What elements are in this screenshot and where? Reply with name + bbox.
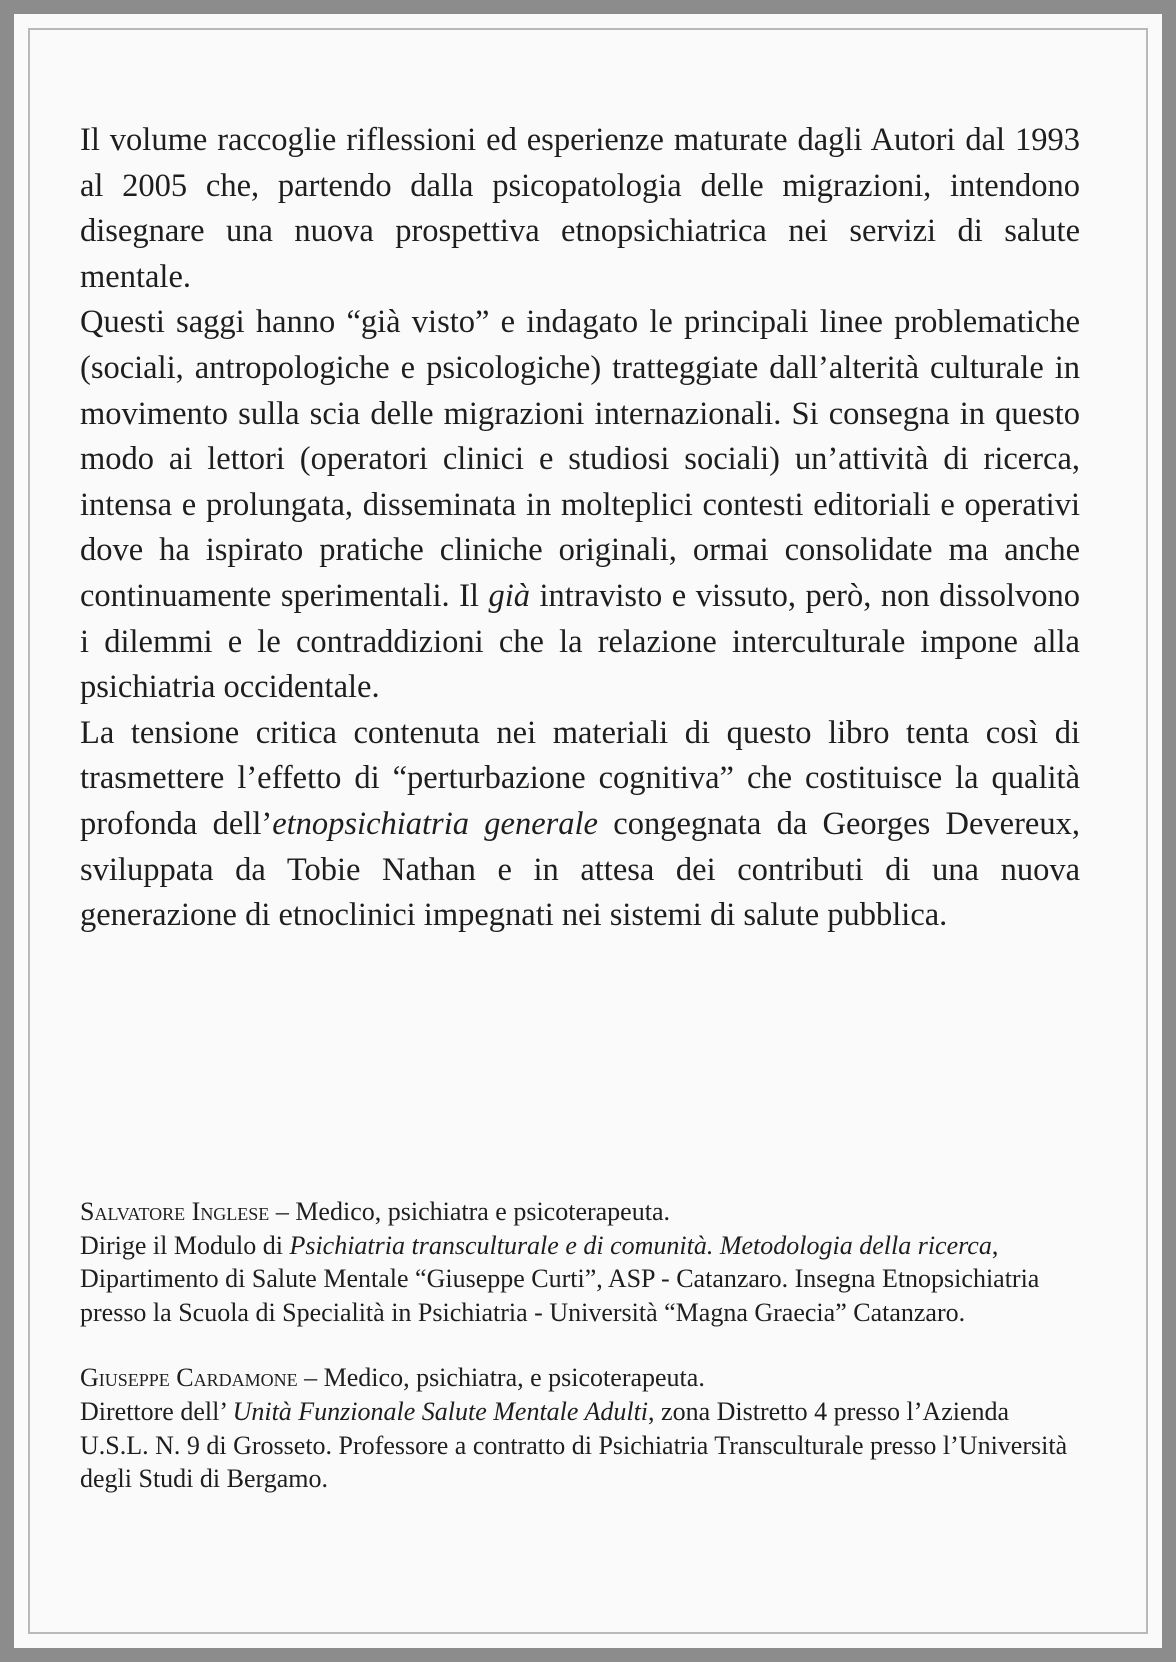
emphasis-gia: già bbox=[488, 577, 531, 614]
author-unit: Psichiatria transculturale e di comunità. Metodologia della ricerca bbox=[289, 1230, 992, 1260]
author-unit: Unità Funzionale Salute Mentale Adulti bbox=[232, 1396, 649, 1426]
author-role: – Medico, psichiatra, e psicoterapeuta. bbox=[297, 1363, 705, 1393]
author-role: – Medico, psichiatra e psicoterapeuta. bbox=[269, 1197, 670, 1226]
blurb-paragraph-1: Il volume raccoglie riflessioni ed esperienze maturate dagli Autori dal 1993 al 2005 che, partendo dalla psicopatologia delle migrazioni, intendono disegnare una nuova prospettiva etnopsichiatrica nei servizi di salute mentale. bbox=[80, 122, 1080, 295]
emphasis-etnopsichiatria: etnopsichiatria generale bbox=[272, 805, 598, 842]
author-name: Salvatore Inglese bbox=[80, 1197, 270, 1226]
blurb-paragraph-3: La tensione critica contenuta nei materiali di questo libro tenta così di trasmettere l’effetto di “perturbazione cognitiva” che costituisce la qualità profonda dell’etnopsichiatria generale congegnata da Georges Devereux, sviluppata da Tobie Nathan e in attesa dei contributi di una nuova generazione di etnoclinici impegnati nei sistemi di salute pubblica. bbox=[80, 714, 1080, 934]
author-name: Giuseppe Cardamone bbox=[80, 1363, 298, 1393]
blurb-paragraph-2: Questi saggi hanno “già visto” e indagato le principali linee problematiche (sociali, antropologiche e psicologiche) tratteggiate dall’alterità culturale in movimento sulla scia delle migrazioni internazionali. Si consegna in questo modo ai lettori (operatori clinici e studiosi sociali) un’attività di ricerca, intensa e prolungata, disseminata in molteplici contesti editoriali e operativi dove ha ispirato pratiche cliniche originali, ormai consolidate ma anche continuamente sperimentali. Il già intravisto e vissuto, però, non dissolvono i dilemmi e le contraddizioni che la relazione interculturale impone alla psichiatria occidentale. bbox=[80, 304, 1080, 706]
author-bio-inglese: Salvatore Inglese – Medico, psichiatra e psicoterapeuta. Dirige il Modulo di Psichiatria transculturale e di comunità. Metodologia della ricerca, Dipartimento di Salute Mentale “Giuseppe Curti”, ASP - Catanzaro. Insegna Etnopsichiatria presso la Scuola di Specialità in Psichiatria - Università “Magna Graecia” Catanzaro. bbox=[80, 1197, 1040, 1327]
author-bio-cardamone: Giuseppe Cardamone – Medico, psichiatra, e psicoterapeuta. Direttore dell’ Unità Funzionale Salute Mentale Adulti, zona Distretto 4 presso l’Azienda U.S.L. N. 9 di Grosseto. Professore a contratto di Psichiatria Transculturale presso l’Università degli Studi di Bergamo. bbox=[80, 1363, 1068, 1494]
author-bios bbox=[80, 1195, 1080, 1528]
blurb-text bbox=[80, 118, 1080, 939]
